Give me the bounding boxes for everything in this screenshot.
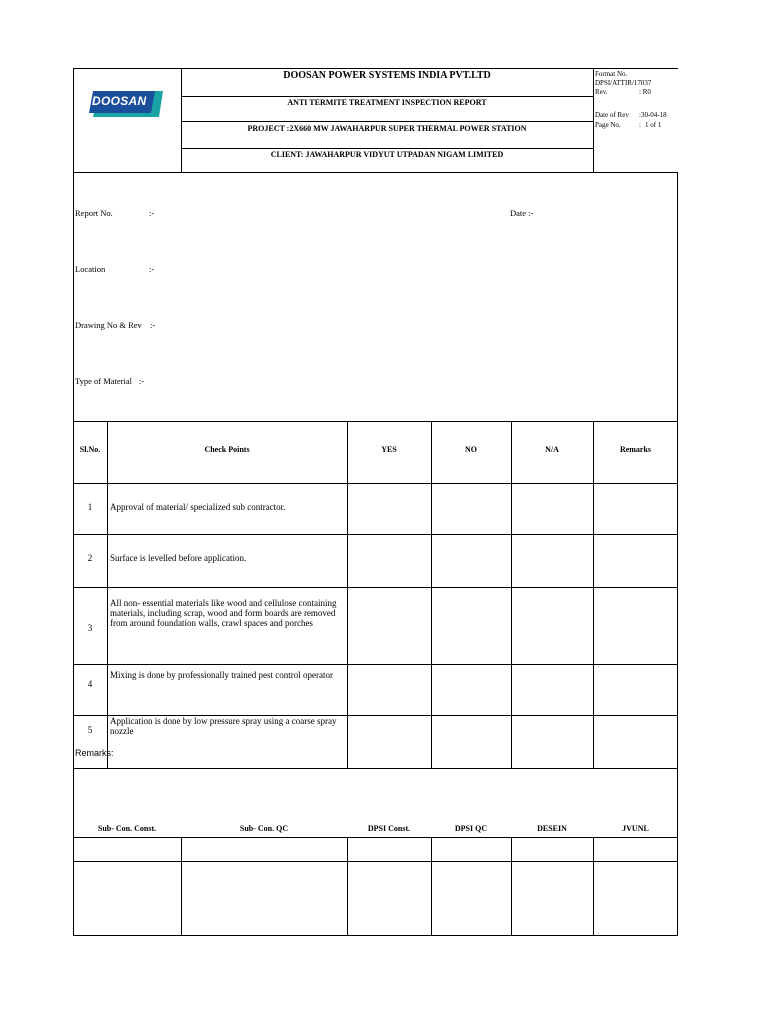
row-3-check: All non- essential materials like wood and cellulose containing materials, including scrap, wood and form boards are removed from around foundation walls, crawl spaces and porches <box>110 598 337 628</box>
date-of-rev-label: Date of Rev <box>595 111 629 119</box>
rev-value: : R0 <box>639 88 651 96</box>
remarks-label: Remarks: <box>75 748 114 758</box>
doosan-logo <box>89 87 163 119</box>
border-bottom <box>73 935 678 936</box>
header-yes: YES <box>381 445 397 454</box>
project-name: PROJECT :2X660 MW JAWAHARPUR SUPER THERMAL POWER STATION <box>247 124 527 133</box>
format-no-label: Format No. <box>595 70 628 78</box>
sig-jvunl: JVUNL <box>622 824 649 833</box>
sig-desein: DESEIN <box>537 824 567 833</box>
date-of-rev-value: :30-04-18 <box>639 111 667 119</box>
page-no-value: 1 of 1 <box>645 121 662 129</box>
location-colon: :- <box>149 264 155 274</box>
material-label: Type of Material <box>75 376 132 386</box>
page-no-colon: : <box>639 121 641 129</box>
header-remarks: Remarks <box>619 445 652 454</box>
inspection-report-sheet <box>73 68 678 936</box>
report-no-colon: :- <box>149 208 155 218</box>
date-label: Date :- <box>510 208 534 218</box>
company-name: DOOSAN POWER SYSTEMS INDIA PVT.LTD <box>283 70 491 81</box>
material-colon: :- <box>139 376 145 386</box>
report-no-label: Report No. <box>75 208 113 218</box>
header-slno: Sl.No. <box>79 445 101 454</box>
header-no: NO <box>465 445 477 454</box>
row-2-check: Surface is levelled before application. <box>110 553 247 563</box>
row-1-check: Approval of material/ specialized sub contractor. <box>110 502 286 512</box>
report-title: ANTI TERMITE TREATMENT INSPECTION REPORT <box>287 98 487 107</box>
row-1-no: 1 <box>87 502 93 512</box>
row-3-no: 3 <box>87 623 93 633</box>
drawing-colon: :- <box>150 320 156 330</box>
row-2-no: 2 <box>87 553 93 563</box>
rev-label: Rev. <box>595 88 608 96</box>
logo-wordmark: DOOSAN <box>92 94 147 108</box>
row-5-check: Application is done by low pressure spray using a coarse spray nozzle <box>110 716 337 736</box>
sig-subcon-const: Sub- Con. Const. <box>97 824 157 833</box>
format-no-value: DPSI/ATTIR/17037 <box>595 79 652 87</box>
sig-dpsi-qc: DPSI QC <box>454 824 488 833</box>
row-4-check: Mixing is done by professionally trained pest control operator <box>110 670 333 680</box>
location-label: Location <box>75 264 106 274</box>
sig-dpsi-const: DPSI Const. <box>367 824 411 833</box>
row-5-no: 5 <box>87 725 93 735</box>
page-no-label: Page No. <box>595 121 621 129</box>
border-right <box>677 172 678 936</box>
header-check-points: Check Points <box>204 445 250 454</box>
row-4-no: 4 <box>87 679 93 689</box>
drawing-label: Drawing No & Rev <box>75 320 142 330</box>
header-na: N/A <box>545 445 559 454</box>
border-top <box>73 68 678 69</box>
client-name: CLIENT: JAWAHARPUR VIDYUT UTPADAN NIGAM LIMITED <box>270 150 504 159</box>
sig-subcon-qc: Sub- Con. QC <box>239 824 289 833</box>
